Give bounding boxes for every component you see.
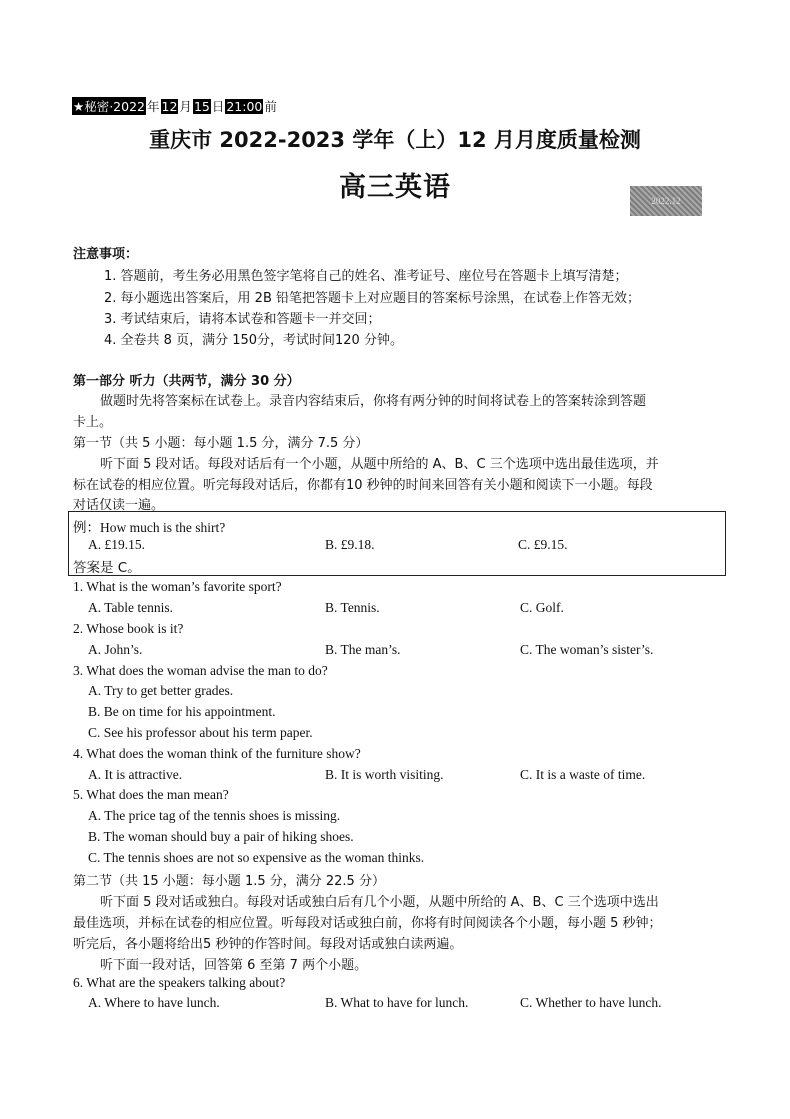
option-c: C. It is a waste of time.	[520, 767, 646, 782]
secret-banner	[72, 97, 278, 115]
section1-intro: 标在试卷的相应位置。听完每段对话后，你都有10 秒钟的时间来回答有关小题和阅读下一小题。每段	[73, 478, 653, 493]
part1-intro: 卡上。	[73, 415, 113, 430]
question: 5. What does the man mean?	[73, 787, 229, 802]
question: 2. Whose book is it?	[73, 621, 184, 636]
example-option-a: A. £19.15.	[88, 537, 145, 552]
section1-intro: 对话仅读一遍。	[73, 498, 165, 513]
option-c: C. Whether to have lunch.	[520, 995, 662, 1010]
option-a: A. John’s.	[88, 642, 143, 657]
option-a: A. Try to get better grades.	[88, 683, 234, 698]
option-c: C. See his professor about his term paper.	[88, 725, 313, 740]
option-b: B. The man’s.	[325, 642, 401, 657]
section2-intro: 听完后，各小题将给出5 秒钟的作答时间。每段对话或独白读两遍。	[73, 937, 463, 952]
option-a: A. Table tennis.	[88, 600, 174, 615]
option-b: B. Be on time for his appointment.	[88, 704, 276, 719]
option-b: B. The woman should buy a pair of hiking shoes.	[88, 829, 354, 844]
date-stamp: 2022.12	[630, 186, 702, 216]
secret-part: 日	[211, 99, 225, 114]
exam-subtitle: 高三英语	[339, 172, 451, 203]
question: 6. What are the speakers talking about?	[73, 975, 286, 990]
example-question: 例：How much is the shirt?	[73, 520, 226, 535]
example-option-c: C. £9.15.	[518, 537, 568, 552]
secret-part: 月	[179, 99, 192, 114]
option-c: C. Golf.	[520, 600, 564, 615]
section2-intro: 听下面 5 段对话或独白。每段对话或独白后有几个小题，从题中所给的 A、B、C 三个选项中选出	[100, 895, 659, 910]
section2-sub-instruction: 听下面一段对话，回答第 6 至第 7 两个小题。	[100, 958, 368, 973]
option-b: B. What to have for lunch.	[325, 995, 469, 1010]
section1-intro: 听下面 5 段对话。每段对话后有一个小题，从题中所给的 A、B、C 三个选项中选出最佳选项，并	[100, 457, 659, 472]
section1-heading: 第一节（共 5 小题：每小题 1.5 分，满分 7.5 分）	[73, 436, 369, 451]
secret-part: 21:00	[226, 99, 263, 114]
notice-heading: 注意事项：	[73, 247, 139, 262]
question: 1. What is the woman’s favorite sport?	[73, 579, 282, 594]
option-c: C. The tennis shoes are not so expensive as the woman thinks.	[88, 850, 425, 865]
section2-intro: 最佳选项，并标在试卷的相应位置。听每段对话或独白前，你将有时间阅读各个小题，每小题 5 秒钟；	[73, 916, 662, 931]
notice-item: 1. 答题前，考生务必用黑色签字笔将自己的姓名、准考证号、座位号在答题卡上填写清楚；	[104, 269, 628, 284]
option-b: B. It is worth visiting.	[325, 767, 444, 782]
option-b: B. Tennis.	[325, 600, 380, 615]
example-option-b: B. £9.18.	[325, 537, 375, 552]
option-a: A. The price tag of the tennis shoes is missing.	[88, 808, 341, 823]
exam-title: 重庆市 2022-2023 学年（上）12 月月度质量检测	[149, 128, 641, 152]
notice-item: 2. 每小题选出答案后，用 2B 铅笔把答题卡上对应题目的答案标号涂黑，在试卷上作答无效；	[104, 291, 640, 306]
question: 3. What does the woman advise the man to do?	[73, 663, 328, 678]
secret-part: 15	[193, 99, 210, 114]
secret-part: 前	[264, 99, 277, 114]
notice-item: 4. 全卷共 8 页，满分 150分，考试时间120 分钟。	[104, 333, 403, 348]
example-answer: 答案是 C。	[73, 560, 141, 576]
secret-part: ★秘密·2022	[73, 99, 145, 114]
secret-part: 12	[161, 99, 178, 114]
option-c: C. The woman’s sister’s.	[520, 642, 654, 657]
option-a: A. It is attractive.	[88, 767, 183, 782]
question: 4. What does the woman think of the furniture show?	[73, 746, 361, 761]
notice-item: 3. 考试结束后，请将本试卷和答题卡一并交回；	[104, 312, 381, 327]
secret-part: 年	[147, 99, 160, 114]
option-a: A. Where to have lunch.	[88, 995, 220, 1010]
part1-heading: 第一部分 听力（共两节，满分 30 分）	[73, 374, 300, 389]
section2-heading: 第二节（共 15 小题：每小题 1.5 分，满分 22.5 分）	[73, 874, 385, 889]
part1-intro: 做题时先将答案标在试卷上。录音内容结束后，你将有两分钟的时间将试卷上的答案转涂到答题	[100, 394, 647, 409]
